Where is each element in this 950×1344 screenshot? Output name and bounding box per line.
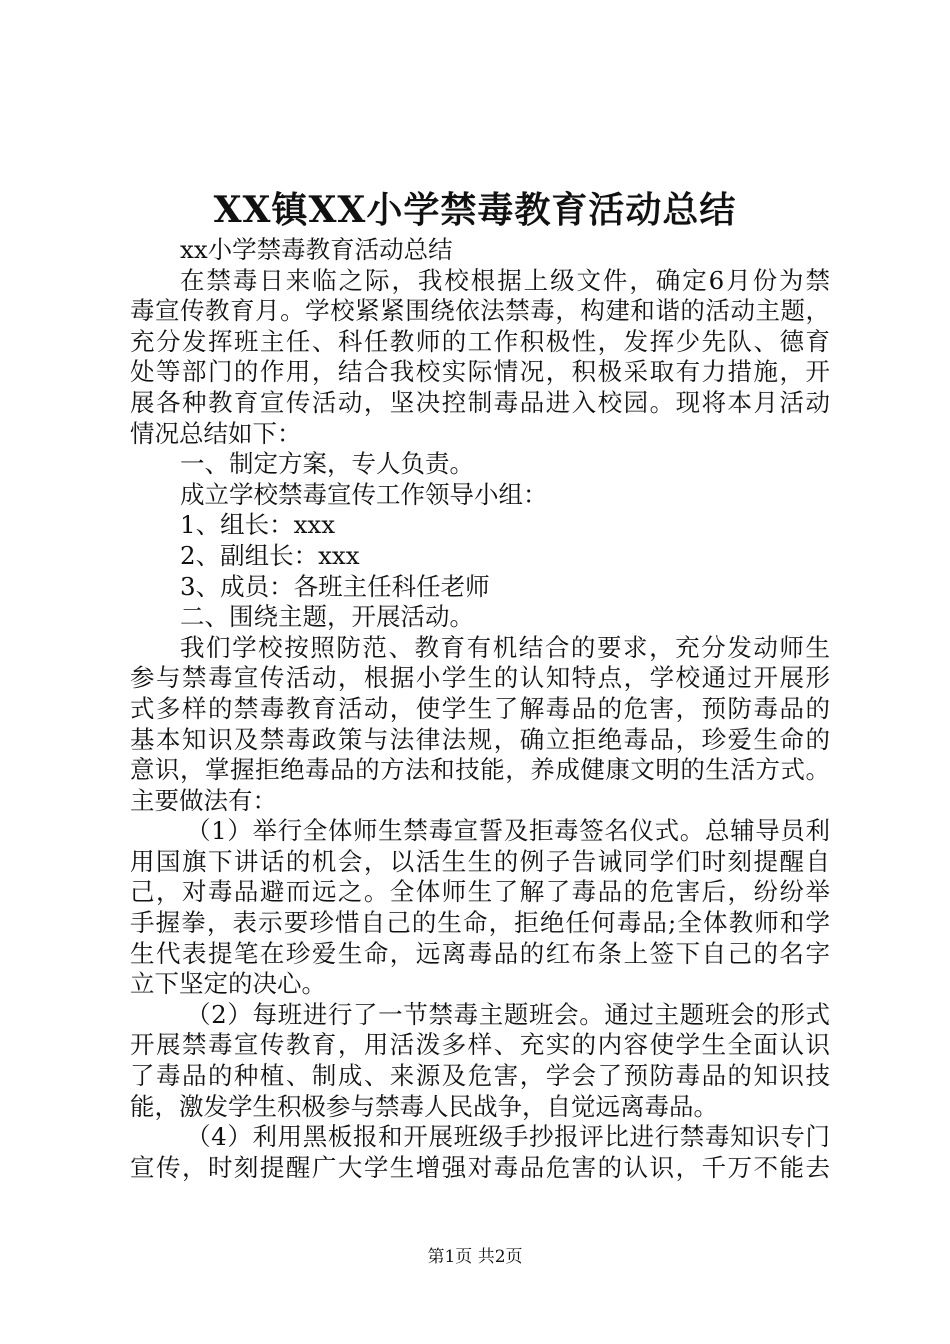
body-line: 己，对毒品避而远之。全体师生了解了毒品的危害后，纷纷举 [130,877,830,907]
body-line: 1、组长：xxx [180,510,336,540]
body-line: 处等部门的作用，结合我校实际情况，积极采取有力措施，开 [130,357,830,387]
body-line: 意识，掌握拒绝毒品的方法和技能，养成健康文明的生活方式。 [130,755,830,785]
document-body [130,235,830,1183]
body-line: 二、围绕主题，开展活动。 [180,602,474,632]
body-line: 2、副组长：xxx [180,540,360,570]
body-line: 基本知识及禁毒政策与法律法规，确立拒绝毒品，珍爱生命的 [130,724,830,754]
page-footer: 第1页 共2页 [427,1247,523,1267]
body-line: 手握拳，表示要珍惜自己的生命，拒绝任何毒品;全体教师和学 [130,908,830,938]
body-line: （4）利用黑板报和开展班级手抄报评比进行禁毒知识专门 [186,1122,830,1152]
body-line: 3、成员：各班主任科任老师 [180,571,490,601]
body-line: xx小学禁毒教育活动总结 [180,235,453,264]
document-title: XX镇XX小学禁毒教育活动总结 [213,189,737,231]
body-line: 能，激发学生积极参与禁毒人民战争，自觉远离毒品。 [130,1091,718,1121]
body-line: 毒宣传教育月。学校紧紧围绕依法禁毒，构建和谐的活动主题， [130,296,830,326]
body-line: 参与禁毒宣传活动，根据小学生的认知特点，学校通过开展形 [130,663,830,693]
body-line: 宣传，时刻提醒广大学生增强对毒品危害的认识，千万不能去 [130,1152,830,1182]
body-line: 主要做法有： [130,785,277,815]
body-line: （2）每班进行了一节禁毒主题班会。通过主题班会的形式 [186,999,830,1029]
body-line: 成立学校禁毒宣传工作领导小组： [180,479,548,509]
body-line: 立下坚定的决心。 [130,969,326,999]
body-line: 式多样的禁毒教育活动，使学生了解毒品的危害，预防毒品的 [130,693,830,723]
body-line: （1）举行全体师生禁毒宣誓及拒毒签名仪式。总辅导员利 [186,816,830,846]
body-line: 展各种教育宣传活动，坚决控制毒品进入校园。现将本月活动 [130,387,830,417]
body-line: 了毒品的种植、制成、来源及危害，学会了预防毒品的知识技 [130,1061,830,1091]
body-line: 情况总结如下： [130,418,302,448]
body-line: 我们学校按照防范、教育有机结合的要求，充分发动师生 [180,632,830,662]
body-line: 在禁毒日来临之际，我校根据上级文件，确定6月份为禁 [180,265,830,295]
body-line: 开展禁毒宣传教育，用活泼多样、充实的内容使学生全面认识 [130,1030,830,1060]
body-line: 充分发挥班主任、科任教师的工作积极性，发挥少先队、德育 [130,326,830,356]
body-line: 生代表提笔在珍爱生命，远离毒品的红布条上签下自己的名字 [130,938,830,968]
body-line: 一、制定方案，专人负责。 [180,449,474,479]
body-line: 用国旗下讲话的机会，以活生生的例子告诫同学们时刻提醒自 [130,846,830,876]
